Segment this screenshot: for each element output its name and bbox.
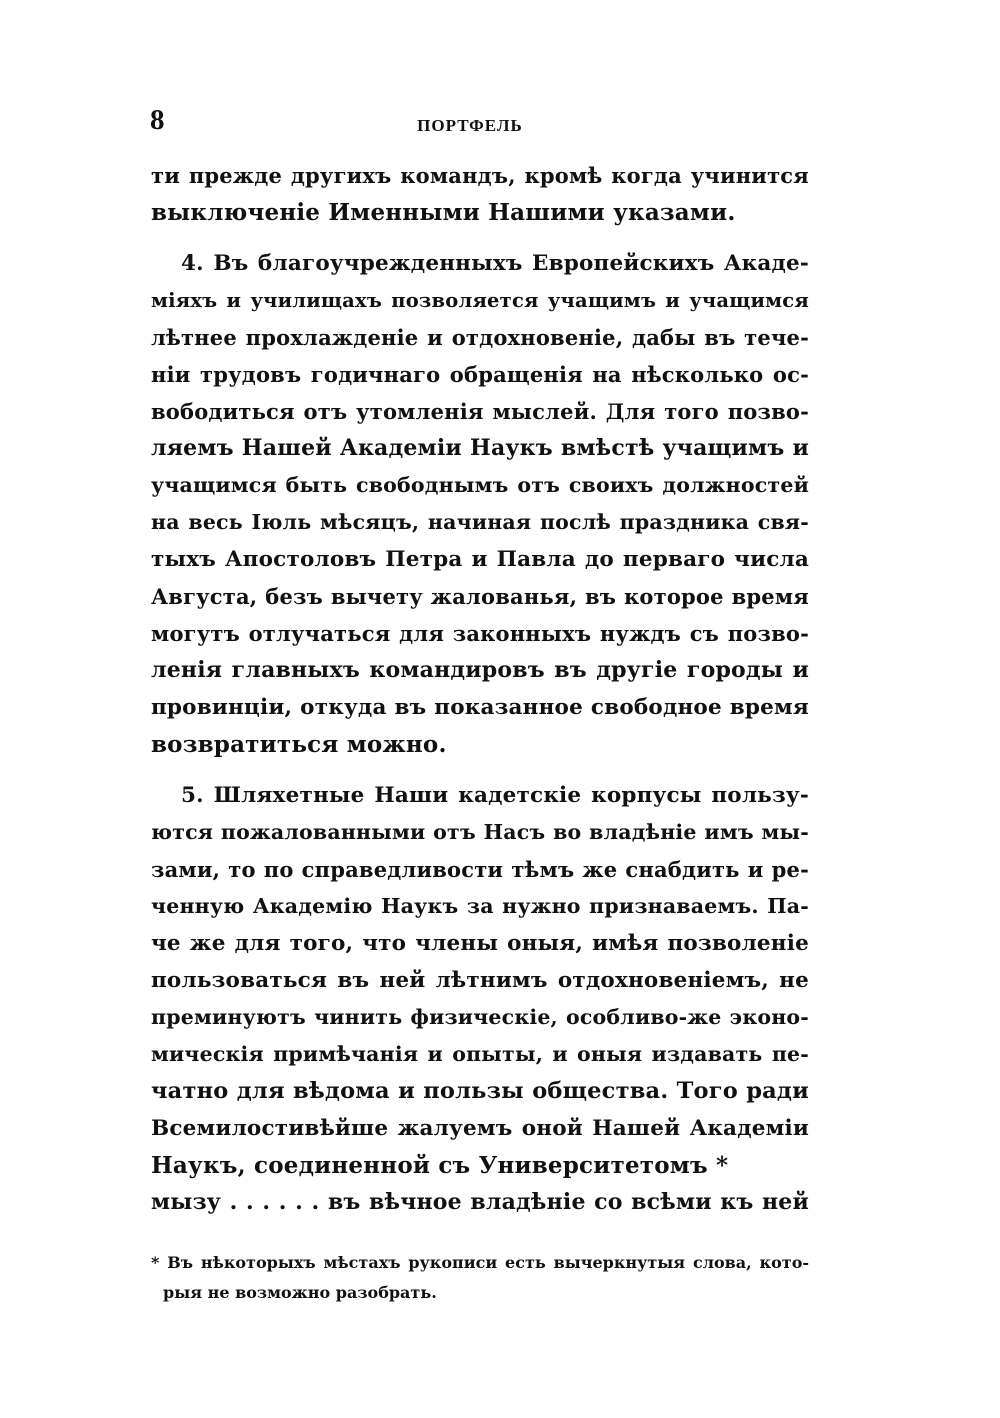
text-line: выключеніе Именными Нашими указами. <box>151 199 736 226</box>
text-line: тыхъ Апостоловъ Петра и Павла до перваго числа <box>151 547 809 572</box>
text-line: учащимся быть свободнымъ отъ своихъ должностей <box>151 473 809 497</box>
paragraph <box>151 157 809 231</box>
text-line: зами, то по справедливости тѣмъ же снабдить и ре- <box>151 857 809 882</box>
text-line: вободиться отъ утомленія мыслей. Для того позво- <box>151 399 809 424</box>
text-line: Всемилостивѣйше жалуемъ оной Нашей Академіи <box>151 1116 809 1141</box>
text-line: возвратиться можно. <box>151 731 447 758</box>
text-line: провинціи, откуда въ показанное свободное время <box>151 695 809 720</box>
text-line: 5. Шляхетные Наши кадетскіе корпусы пользу- <box>181 783 809 808</box>
running-title: ПОРТФЕЛЬ <box>417 116 523 135</box>
text-line: могутъ отлучаться для законныхъ нуждъ съ позво- <box>151 621 809 646</box>
body-text <box>151 157 809 1221</box>
text-line: міяхъ и училищахъ позволяется учащимъ и учащимся <box>151 289 809 312</box>
footnote-line: * Въ нѣкоторыхъ мѣстахъ рукописи есть вычеркнутыя слова, кото- <box>151 1253 809 1272</box>
text-line: 4. Въ благоучрежденныхъ Европейскихъ Акаде- <box>181 251 809 276</box>
text-line: чатно для вѣдома и пользы общества. Того ради <box>151 1078 809 1104</box>
text-line: Наукъ, соединенной съ Университетомъ * <box>151 1152 729 1179</box>
text-line: ти прежде другихъ командъ, кромѣ когда учинится <box>151 163 809 188</box>
text-line: пользоваться въ ней лѣтнимъ отдохновеніемъ, не <box>151 968 809 993</box>
text-line: ются пожалованными отъ Насъ во владѣніе имъ мы- <box>151 820 809 844</box>
text-line: лѣтнее прохлажденіе и отдохновеніе, дабы въ тече- <box>151 325 809 350</box>
page-number: 8 <box>150 104 165 136</box>
footnote-line: рыя не возможно разобрать. <box>163 1283 437 1302</box>
text-line: ляемъ Нашей Академіи Наукъ вмѣстѣ учащимъ и <box>151 435 809 461</box>
text-line: ленія главныхъ командировъ въ другіе городы и <box>151 657 809 683</box>
text-line: че же для того, что члены оныя, имѣя позволеніе <box>151 931 809 956</box>
text-line: ніи трудовъ годичнаго обращенія на нѣсколько ос- <box>151 362 809 387</box>
text-line: преминуютъ чинить физическіе, особливо-же эконо- <box>151 1005 809 1029</box>
text-line: мызу . . . . . . въ вѣчное владѣніе со всѣми къ ней <box>151 1189 809 1215</box>
text-line: мическія примѣчанія и опыты, и оныя издавать пе- <box>151 1042 809 1066</box>
paragraph <box>151 245 809 763</box>
paragraph <box>151 777 809 1221</box>
text-line: на весь Іюль мѣсяцъ, начиная послѣ праздника свя- <box>151 510 809 534</box>
text-line: ченную Академію Наукъ за нужно признаваемъ. Па- <box>151 894 809 918</box>
footnote <box>151 1248 809 1308</box>
text-line: Августа, безъ вычету жалованья, въ которое время <box>151 584 809 609</box>
